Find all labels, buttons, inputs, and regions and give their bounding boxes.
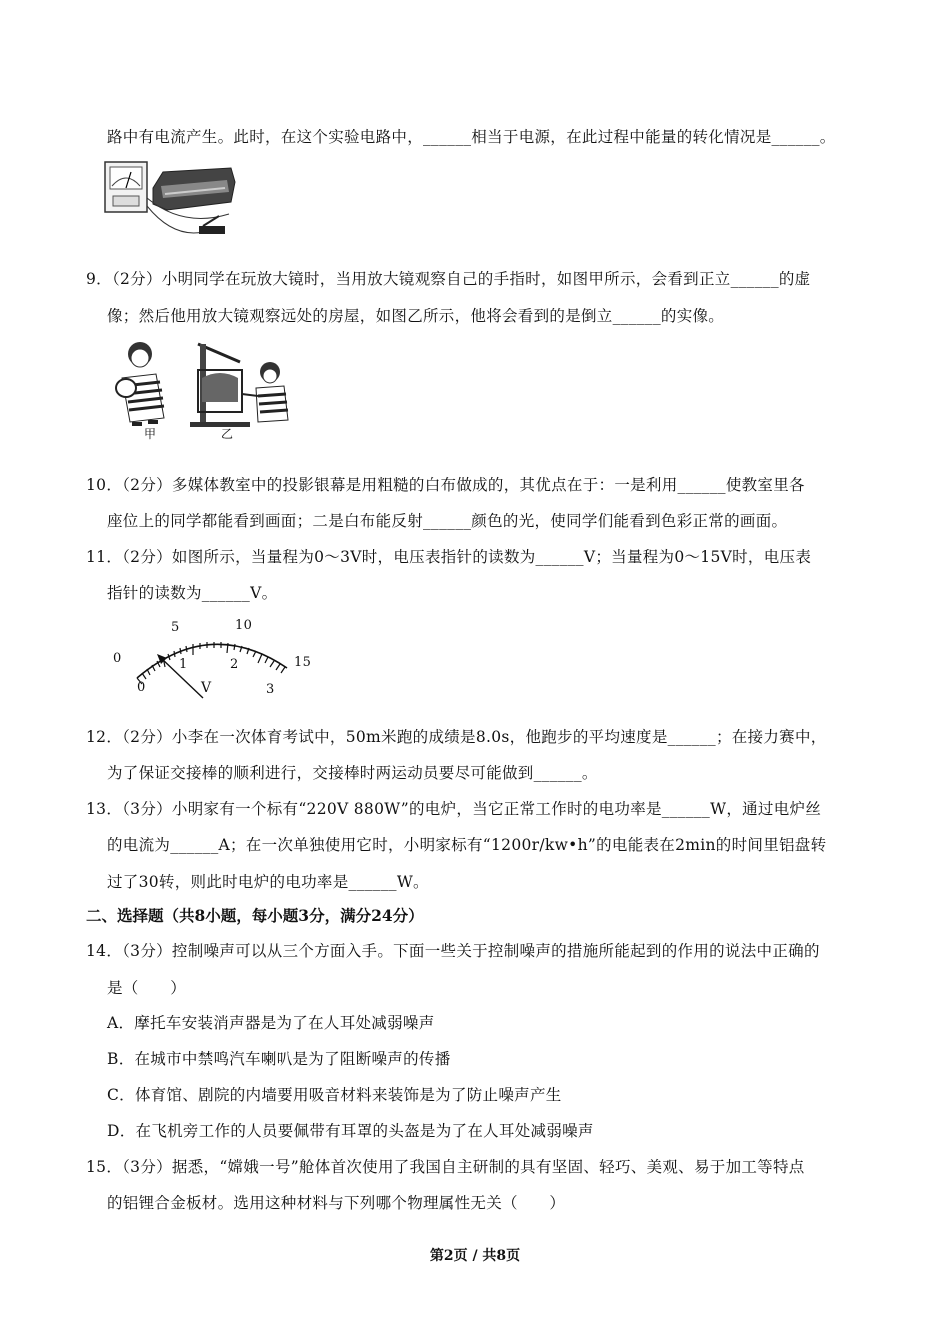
voltmeter-lower-label-0: 0 <box>137 680 146 695</box>
galvanometer-magnet-figure <box>103 158 243 244</box>
magnifier-figure <box>108 338 298 446</box>
voltmeter-lower-label-3: 3 <box>266 682 275 697</box>
voltmeter-unit-label: V <box>201 680 212 696</box>
figure-label-a: 甲 <box>144 427 157 441</box>
q14-option-c: C．体育馆、剧院的内墙要用吸音材料来装饰是为了防止噪声产生 <box>107 1086 562 1104</box>
voltmeter-upper-label-5: 5 <box>171 620 180 635</box>
q13-text-line-2: 的电流为______A；在一次单独使用它时，小明家标有“1200r/kw•h”的电能表在2min的时间里铝盘转 <box>107 836 827 854</box>
section-title: 二、选择题（共8小题，每小题3分，满分24分） <box>86 906 424 925</box>
q9-text-line-2: 像；然后他用放大镜观察远处的房屋，如图乙所示，他将会看到的是倒立______的实像。 <box>107 307 725 325</box>
voltmeter-upper-label-15: 15 <box>294 655 312 670</box>
q13-text-line-3: 过了30转，则此时电炉的电功率是______W。 <box>107 873 429 891</box>
q10-text-line-2: 座位上的同学都能看到画面；二是白布能反射______颜色的光，使同学们能看到色彩正常的画面。 <box>107 512 788 530</box>
q10-text-line-1: 10．（2分）多媒体教室中的投影银幕是用粗糙的白布做成的，其优点在于：一是利用______使教室里各 <box>86 476 805 494</box>
q13-text-line-1: 13．（3分）小明家有一个标有“220V 880W”的电炉，当它正常工作时的电功率是______W，通过电炉丝 <box>86 800 822 818</box>
q14-text-line-1: 14．（3分）控制噪声可以从三个方面入手。下面一些关于控制噪声的措施所能起到的作用的说法中正确的 <box>86 942 820 960</box>
voltmeter-lower-label-1: 1 <box>179 657 188 672</box>
voltmeter-upper-label-0: 0 <box>113 651 122 666</box>
q14-option-b: B．在城市中禁鸣汽车喇叭是为了阻断噪声的传播 <box>107 1050 451 1068</box>
q8-text-line-2: 路中有电流产生。此时，在这个实验电路中，______相当于电源，在此过程中能量的转化情况是______。 <box>107 128 836 146</box>
q12-text-line-1: 12．（2分）小李在一次体育考试中，50m米跑的成绩是8.0s，他跑步的平均速度是______；在接力赛中， <box>86 728 827 746</box>
q15-text-line-2: 的铝锂合金板材。选用这种材料与下列哪个物理属性无关（ ） <box>107 1194 566 1212</box>
q12-text-line-2: 为了保证交接棒的顺利进行，交接棒时两运动员要尽可能做到______。 <box>107 764 598 782</box>
q14-option-a: A．摩托车安装消声器是为了在人耳处减弱噪声 <box>107 1014 435 1032</box>
figure-label-b: 乙 <box>221 427 234 441</box>
voltmeter-upper-label-10: 10 <box>235 618 253 633</box>
q14-text-line-2: 是（ ） <box>107 979 187 997</box>
q9-text-line-1: 9．（2分）小明同学在玩放大镜时，当用放大镜观察自己的手指时，如图甲所示，会看到正立______的虚 <box>86 270 811 288</box>
page-footer: 第2页 / 共8页 <box>429 1248 521 1264</box>
q14-option-d: D．在飞机旁工作的人员要佩带有耳罩的头盔是为了在人耳处减弱噪声 <box>107 1122 594 1140</box>
q11-text-line-1: 11．（2分）如图所示，当量程为0～3V时，电压表指针的读数为______V；当量程为0～15V时，电压表 <box>86 548 812 566</box>
q11-text-line-2: 指针的读数为______V。 <box>107 584 278 602</box>
voltmeter-lower-label-2: 2 <box>230 657 239 672</box>
q15-text-line-1: 15．（3分）据悉，“嫦娥一号”舱体首次使用了我国自主研制的具有坚固、轻巧、美观、易于加工等特点 <box>86 1158 805 1176</box>
